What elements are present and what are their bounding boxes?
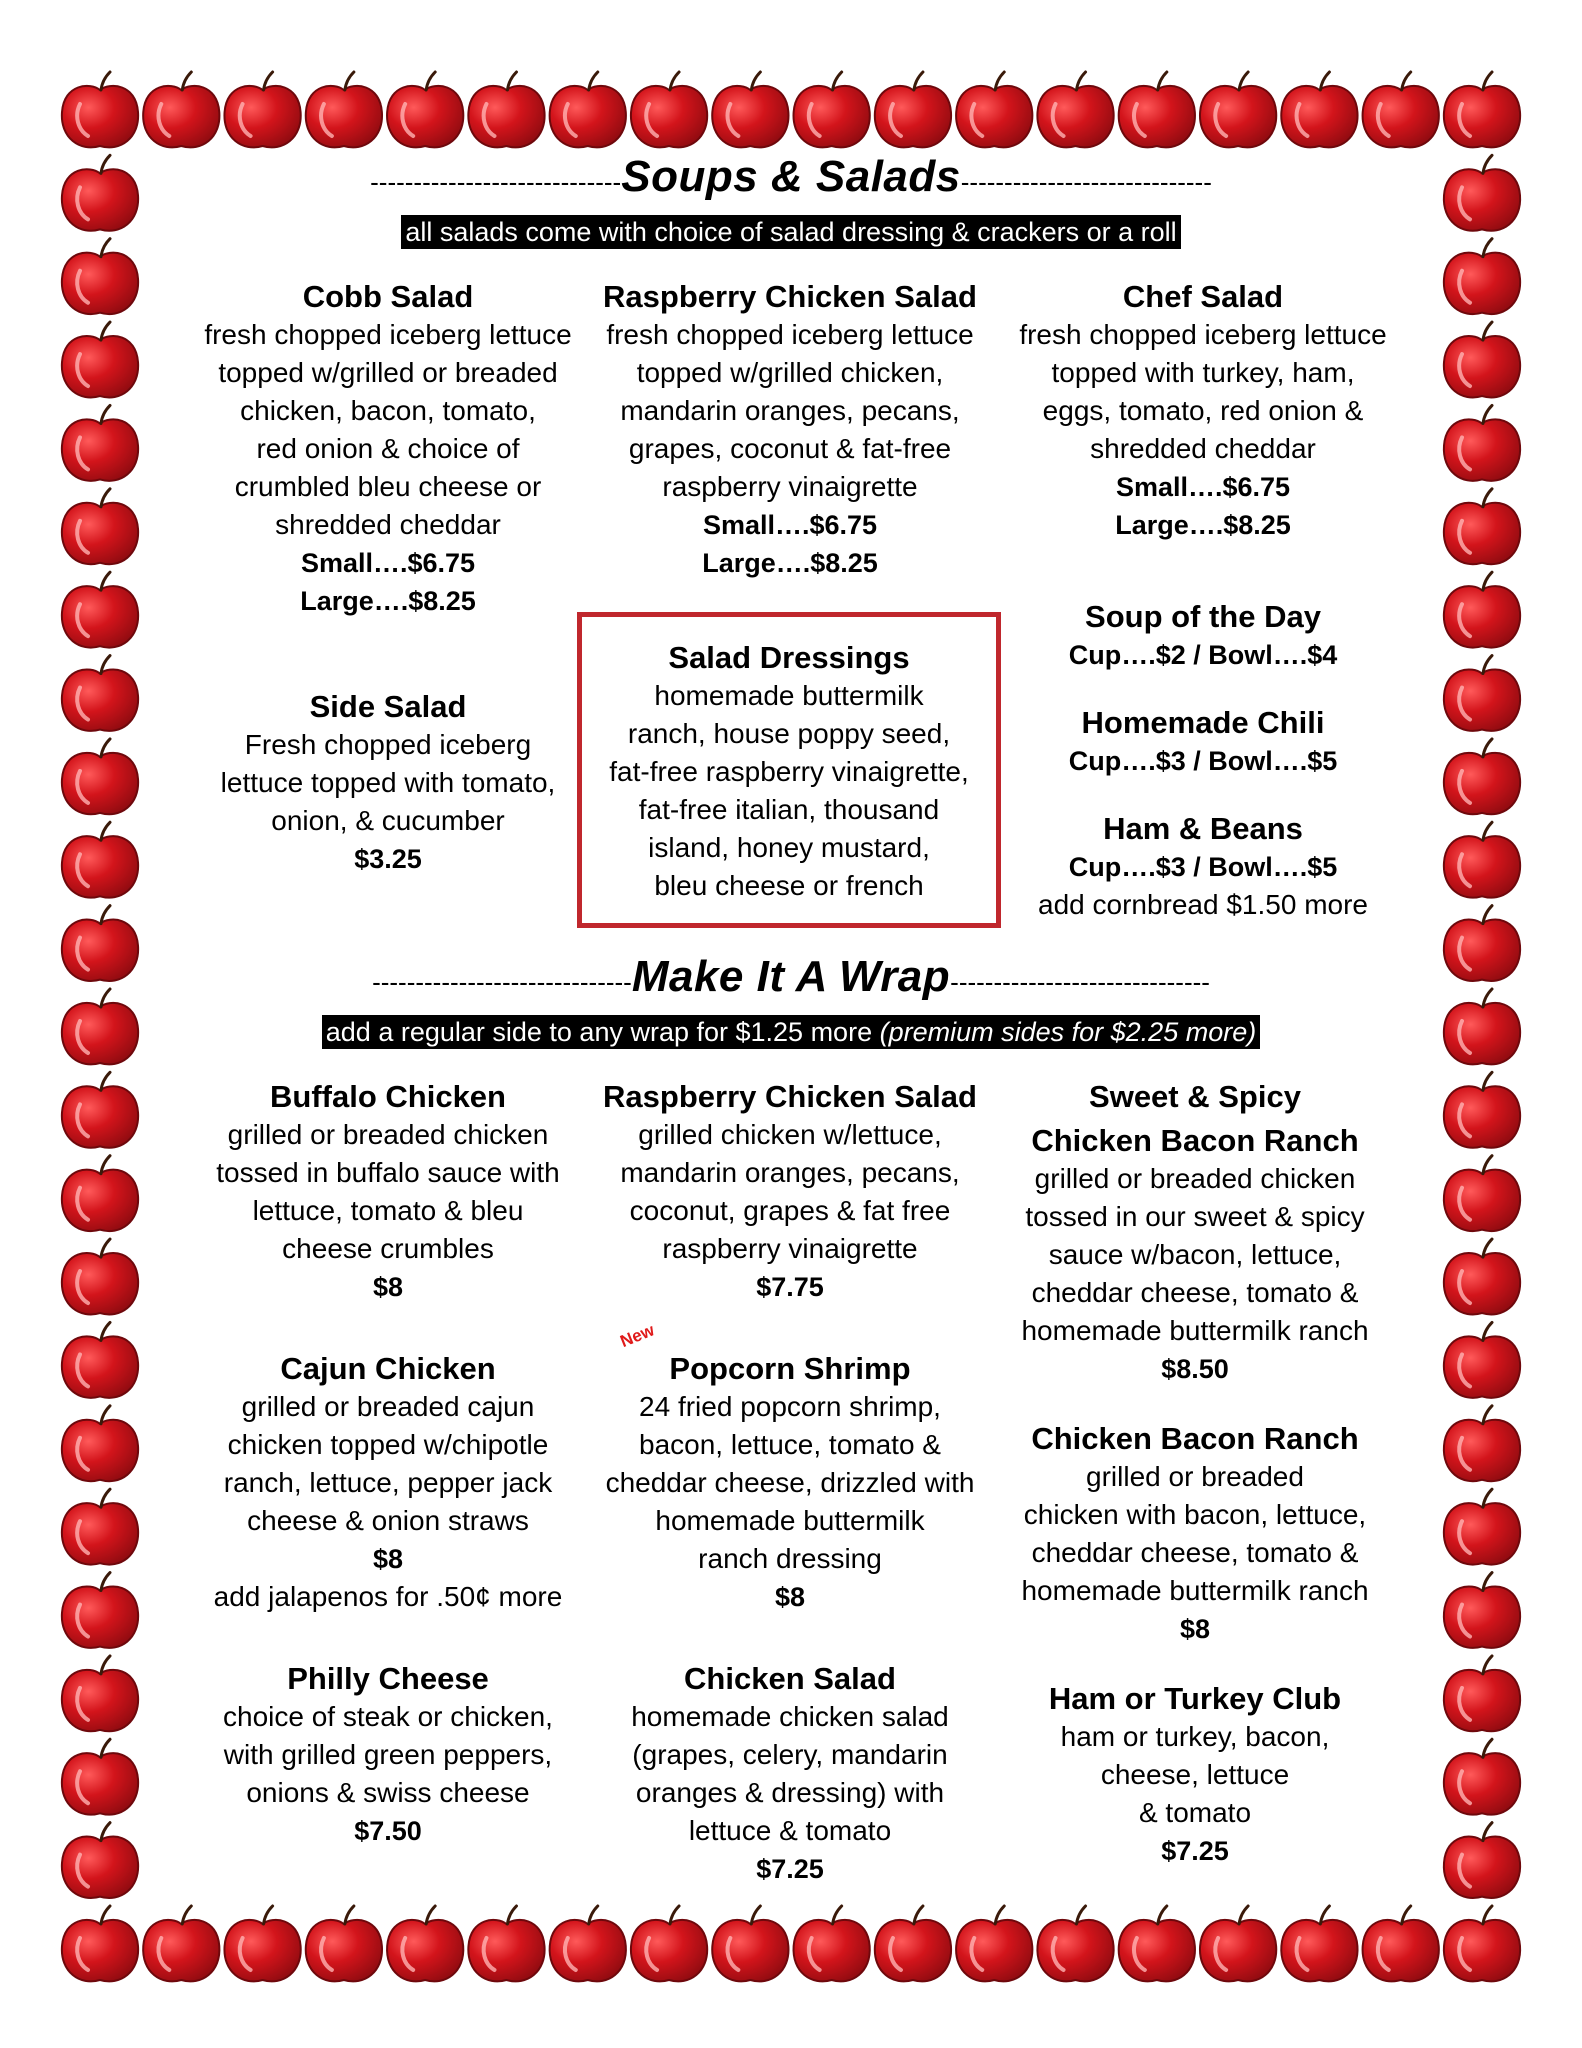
- apple-icon: [62, 656, 138, 731]
- apple-icon: [62, 1823, 138, 1898]
- chili-name: Homemade Chili: [1081, 705, 1325, 740]
- soups-salads-heading: [0, 152, 1582, 207]
- chicken-bacon-ranch-price: $8: [1179, 1614, 1211, 1644]
- apple-icon: [1444, 1156, 1520, 1231]
- wraps-heading: [0, 952, 1582, 1007]
- apple-icon: [62, 822, 138, 897]
- apple-icon: [62, 1072, 138, 1147]
- heading-dashes-right: -----------------------------: [960, 167, 1212, 197]
- club-item: [995, 1680, 1395, 1870]
- wraps-title: Make It A Wrap: [631, 952, 951, 1001]
- apple-icon: [62, 489, 138, 564]
- apple-icon: [1444, 405, 1520, 480]
- salad-dressings-name: Salad Dressings: [668, 640, 910, 675]
- cobb-salad-desc: fresh chopped iceberg lettuce topped w/grilled or breaded chicken, bacon, tomato, red onion & choice of crumbled bleu cheese or shredded cheddar: [204, 319, 572, 540]
- apple-icon: [1037, 1906, 1113, 1981]
- apple-icon: [631, 1906, 707, 1981]
- soups-salads-title: Soups & Salads: [621, 152, 961, 201]
- apple-icon: [62, 322, 138, 397]
- ham-beans-item: [1003, 810, 1403, 924]
- apple-icon: [956, 72, 1032, 147]
- cajun-chicken-desc: grilled or breaded cajun chicken topped w/chipotle ranch, lettuce, pepper jack cheese & onion straws: [223, 1391, 553, 1536]
- chicken-salad-name: Chicken Salad: [684, 1661, 896, 1696]
- sweet-spicy-price: $8.50: [1161, 1354, 1229, 1384]
- wraps-banner-italic: (premium sides for $2.25 more): [879, 1017, 1257, 1047]
- apple-icon: [1200, 72, 1276, 147]
- soups-column: [1003, 598, 1403, 924]
- apple-icon: [1444, 1823, 1520, 1898]
- sweet-spicy-name-1: Sweet & Spicy: [1089, 1079, 1301, 1114]
- apple-icon: [387, 72, 463, 147]
- chicken-bacon-ranch-name: Chicken Bacon Ranch: [1031, 1421, 1359, 1456]
- wraps-banner-wrap: [0, 1015, 1582, 1049]
- apple-icon: [712, 72, 788, 147]
- apple-icon: [1444, 1739, 1520, 1814]
- raspberry-salad-name: Raspberry Chicken Salad: [603, 279, 977, 314]
- apple-icon: [62, 72, 138, 147]
- cajun-chicken-item: [188, 1350, 588, 1616]
- apple-icon: [62, 1906, 138, 1981]
- buffalo-chicken-desc: grilled or breaded chicken tossed in buffalo sauce with lettuce, tomato & bleu cheese crumbles: [216, 1119, 560, 1264]
- apple-icon: [387, 1906, 463, 1981]
- side-salad-desc: Fresh chopped iceberg lettuce topped with tomato, onion, & cucumber: [220, 729, 556, 836]
- sweet-spicy-desc: grilled or breaded chicken tossed in our sweet & spicy sauce w/bacon, lettuce, cheddar cheese, tomato & homemade buttermilk ranch: [1021, 1163, 1369, 1346]
- chef-salad-name: Chef Salad: [1122, 279, 1284, 314]
- apple-icon: [875, 1906, 951, 1981]
- apple-icon: [1444, 322, 1520, 397]
- soup-of-day-item: [1003, 598, 1403, 674]
- cobb-salad-item: [188, 278, 588, 620]
- apple-icon: [794, 72, 870, 147]
- apple-icon: [306, 72, 382, 147]
- apple-icon: [62, 1656, 138, 1731]
- chicken-salad-desc: homemade chicken salad (grapes, celery, mandarin oranges & dressing) with lettuce & tomato: [631, 1701, 949, 1846]
- apple-icon: [143, 1906, 219, 1981]
- apple-icon: [1444, 1322, 1520, 1397]
- buffalo-chicken-name: Buffalo Chicken: [270, 1079, 506, 1114]
- raspberry-wrap-name: Raspberry Chicken Salad: [603, 1079, 977, 1114]
- apple-icon: [1444, 656, 1520, 731]
- popcorn-shrimp-item: [590, 1350, 990, 1616]
- sweet-spicy-name-2: Chicken Bacon Ranch: [1031, 1123, 1359, 1158]
- apple-icon: [1444, 239, 1520, 314]
- chicken-salad-item: [590, 1660, 990, 1888]
- apple-icon: [1444, 1072, 1520, 1147]
- apple-icon: [62, 1239, 138, 1314]
- raspberry-wrap-price: $7.75: [756, 1272, 824, 1302]
- apple-icon: [956, 1906, 1032, 1981]
- apple-icon: [712, 1906, 788, 1981]
- apple-icon: [62, 1573, 138, 1648]
- apple-icon: [62, 405, 138, 480]
- chef-salad-price: Small….$6.75 Large….$8.25: [1115, 472, 1291, 540]
- apple-icon: [1119, 1906, 1195, 1981]
- apple-icon: [1444, 1906, 1520, 1981]
- apple-icon: [62, 739, 138, 814]
- apple-icon: [1363, 1906, 1439, 1981]
- philly-cheese-item: [188, 1660, 588, 1850]
- apple-icon: [1444, 1239, 1520, 1314]
- ham-beans-price: Cup….$3 / Bowl….$5: [1068, 852, 1338, 882]
- raspberry-wrap-item: [590, 1078, 990, 1306]
- club-name: Ham or Turkey Club: [1048, 1681, 1342, 1716]
- chef-salad-desc: fresh chopped iceberg lettuce topped with turkey, ham, eggs, tomato, red onion & shredded cheddar: [1019, 319, 1387, 464]
- apple-icon: [1281, 1906, 1357, 1981]
- apple-icon: [62, 239, 138, 314]
- apple-icon: [1444, 1573, 1520, 1648]
- apple-icon: [468, 1906, 544, 1981]
- wraps-dashes-right: ------------------------------: [950, 967, 1210, 997]
- sweet-spicy-item: [995, 1078, 1395, 1388]
- apple-icon: [1037, 72, 1113, 147]
- apple-icon: [1444, 1489, 1520, 1564]
- ham-beans-name: Ham & Beans: [1103, 811, 1303, 846]
- chili-price: Cup….$3 / Bowl….$5: [1068, 746, 1338, 776]
- popcorn-shrimp-price: $8: [774, 1582, 806, 1612]
- popcorn-shrimp-name: Popcorn Shrimp: [669, 1351, 911, 1386]
- apple-icon: [224, 1906, 300, 1981]
- cobb-salad-name: Cobb Salad: [302, 279, 474, 314]
- raspberry-wrap-desc: grilled chicken w/lettuce, mandarin oranges, pecans, coconut, grapes & fat free raspberry vinaigrette: [620, 1119, 960, 1264]
- popcorn-shrimp-desc: 24 fried popcorn shrimp, bacon, lettuce, tomato & cheddar cheese, drizzled with homemade buttermilk ranch dressing: [605, 1391, 975, 1574]
- apple-icon: [1200, 1906, 1276, 1981]
- club-desc: ham or turkey, bacon, cheese, lettuce & tomato: [1060, 1721, 1330, 1828]
- apple-icon: [550, 1906, 626, 1981]
- apple-icon: [1444, 739, 1520, 814]
- philly-cheese-name: Philly Cheese: [287, 1661, 489, 1696]
- apple-icon: [550, 72, 626, 147]
- salads-banner-wrap: [0, 215, 1582, 249]
- buffalo-chicken-item: [188, 1078, 588, 1306]
- chicken-bacon-ranch-desc: grilled or breaded chicken with bacon, lettuce, cheddar cheese, tomato & homemade buttermilk ranch: [1021, 1461, 1369, 1606]
- side-salad-item: [188, 688, 588, 878]
- club-price: $7.25: [1161, 1836, 1229, 1866]
- wraps-dashes-left: ------------------------------: [372, 967, 632, 997]
- apple-icon: [62, 1489, 138, 1564]
- apple-icon: [62, 1406, 138, 1481]
- apple-icon: [62, 572, 138, 647]
- buffalo-chicken-price: $8: [372, 1272, 404, 1302]
- philly-cheese-price: $7.50: [354, 1816, 422, 1846]
- apple-icon: [224, 72, 300, 147]
- apple-icon: [631, 72, 707, 147]
- side-salad-name: Side Salad: [309, 689, 467, 724]
- apple-icon: [1444, 1406, 1520, 1481]
- apple-icon: [306, 1906, 382, 1981]
- apple-icon: [62, 1322, 138, 1397]
- apple-icon: [468, 72, 544, 147]
- raspberry-salad-desc: fresh chopped iceberg lettuce topped w/grilled chicken, mandarin oranges, pecans, grapes, coconut & fat-free raspberry vinaigrette: [606, 319, 974, 502]
- new-badge: New: [617, 1320, 658, 1352]
- apple-icon: [1444, 1656, 1520, 1731]
- chicken-salad-price: $7.25: [756, 1854, 824, 1884]
- apple-icon: [143, 72, 219, 147]
- cajun-chicken-name: Cajun Chicken: [280, 1351, 496, 1386]
- apple-icon: [1281, 72, 1357, 147]
- philly-cheese-desc: choice of steak or chicken, with grilled green peppers, onions & swiss cheese: [223, 1701, 553, 1808]
- cajun-chicken-note: add jalapenos for .50¢ more: [213, 1581, 563, 1612]
- heading-dashes-left: -----------------------------: [370, 167, 622, 197]
- soup-of-day-name: Soup of the Day: [1085, 599, 1321, 634]
- apple-icon: [1444, 489, 1520, 564]
- apple-icon: [875, 72, 951, 147]
- apple-icon: [1444, 572, 1520, 647]
- raspberry-salad-price: Small….$6.75 Large….$8.25: [702, 510, 878, 578]
- salads-banner: all salads come with choice of salad dressing & crackers or a roll: [401, 215, 1180, 249]
- ham-beans-note: add cornbread $1.50 more: [1038, 889, 1368, 920]
- side-salad-price: $3.25: [354, 844, 422, 874]
- chicken-bacon-ranch-item: [995, 1420, 1395, 1648]
- chili-item: [1003, 704, 1403, 780]
- wraps-banner-text: add a regular side to any wrap for $1.25 more: [325, 1017, 880, 1047]
- salad-dressings-desc: homemade buttermilk ranch, house poppy seed, fat-free raspberry vinaigrette, fat-free italian, thousand island, honey mustard, bleu cheese or french: [609, 680, 969, 901]
- raspberry-salad-item: [590, 278, 990, 582]
- apple-icon: [1444, 72, 1520, 147]
- apple-icon: [62, 1739, 138, 1814]
- wraps-banner: [322, 1015, 1260, 1049]
- cobb-salad-price: Small….$6.75 Large….$8.25: [300, 548, 476, 616]
- apple-icon: [1444, 822, 1520, 897]
- soup-of-day-price: Cup….$2 / Bowl….$4: [1068, 640, 1338, 670]
- salad-dressings-box: [577, 612, 1001, 928]
- chef-salad-item: [1003, 278, 1403, 544]
- apple-icon: [62, 1156, 138, 1231]
- cajun-chicken-price: $8: [372, 1544, 404, 1574]
- apple-icon: [794, 1906, 870, 1981]
- apple-icon: [1363, 72, 1439, 147]
- apple-icon: [1119, 72, 1195, 147]
